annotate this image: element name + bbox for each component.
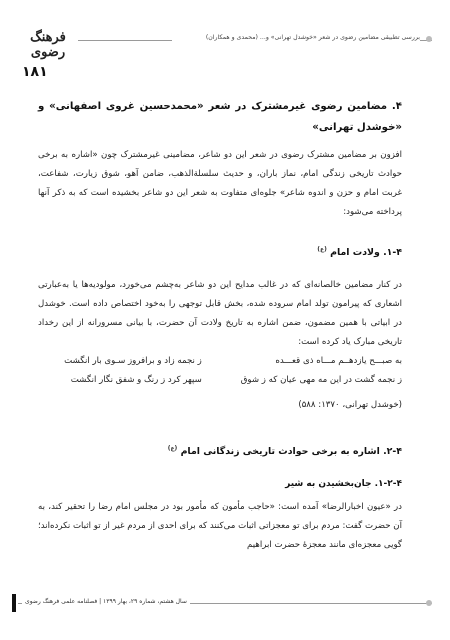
main-content [38,96,402,555]
footer-ornament-dot [426,600,432,606]
footer-marker-bar [12,594,16,612]
section-heading-4-1-text: ۱-۴. ولادت امام [330,247,402,259]
section-4-2-1-paragraph: در «عیون اخبارالرضا» آمده است: «حاجب مأمون که مأمور بود در مجلس امام رضا را تحقیر کند، به آن حضرت گفت: مردم برای تو معجزاتی اثبات می‌کنند که برای احدی از مردم غیر از تو اثبات نکرده‌اند؛ گویی معجزه‌ای مانند معجزهٔ حضرت ابراهیم [38,502,402,551]
section-4-1-paragraph: در کنار مضامین خالصانه‌ای که در غالب مدایح این دو شاعر به‌چشم می‌خورد، مولودیه‌ها یا به‌عبارتی اشعاری که پیرامون تولد امام سروده شده، بخش قابل توجهی را به‌خود اختصاص داده است. خوشدل در ابیاتی با همین مضمون، ضمن اشاره به تاریخ ولادت آن حضرت، با بیانی مسرورانه از این رخداد تاریخی مبارک یاد کرده است: [38,280,402,348]
section-heading-4-2-text: ۲-۴. اشاره به برخی حوادث تاریخی زندگانی امام [180,446,402,458]
running-title: بررسی تطبیقی مضامین رضوی در شعر «خوشدل تهرانی» و... (محمدی و همکاران) [172,34,420,46]
journal-logo: فرهنگ رضوی [30,30,66,60]
verse-citation: (خوشدل تهرانی، ۱۳۷۰: ۵۸۸) [298,400,402,411]
verse-row [38,352,402,371]
verse-row [38,371,402,390]
header-ornament-dot [426,36,432,42]
verse-hemistich-second: سپهر کرد ز رنگ و شفق نگار انگشت [70,375,202,386]
footer-journal-info: سال هشتم، شماره ۲۹، بهار ۱۳۹۹ | فصلنامه علمی فرهنگ رضوی [22,598,190,609]
verse-hemistich-first: به صبـــح یازدهــم مـــاه ذی قعـــده [275,356,402,367]
section-4-paragraph: افزون بر مضامین مشترک رضوی در شعر این دو شاعر، مضامینی غیرمشترک چون «اشاره به برخی حوادث تاریخی زندگی امام، نماز باران، و حدیث سلسلة‌الذهب، ضامن آهو، شوق زیارت، شفاعت، غربت امام و حزن و اندوه شاعر» جلوه‌ای متفاوت به شعر این دو شاعر بخشیده است که به ذکر آنها پرداخته می‌شود: [38,150,402,217]
honorific-mark: (ع) [317,246,327,253]
section-heading-4-2 [38,439,402,461]
page-number: ۱۸۱ [22,64,48,80]
section-heading-4-1 [38,240,402,262]
verse-hemistich-second: ز نجمه زاد و برافروز سـوی بار انگشت [64,356,202,367]
honorific-mark: (ع) [167,445,178,453]
section-heading-4: ۴. مضامین رضوی غیرمشترک در شعر «محمدحسین غروی اصفهانی» و «خوشدل تهرانی» [38,101,402,133]
section-heading-4-2-1: ۱-۲-۴. جان‌بخشیدن به شیر [285,479,402,490]
verse-hemistich-first: ز نجمه گشت در این مه مهی عیان که ز شوق [240,375,402,386]
